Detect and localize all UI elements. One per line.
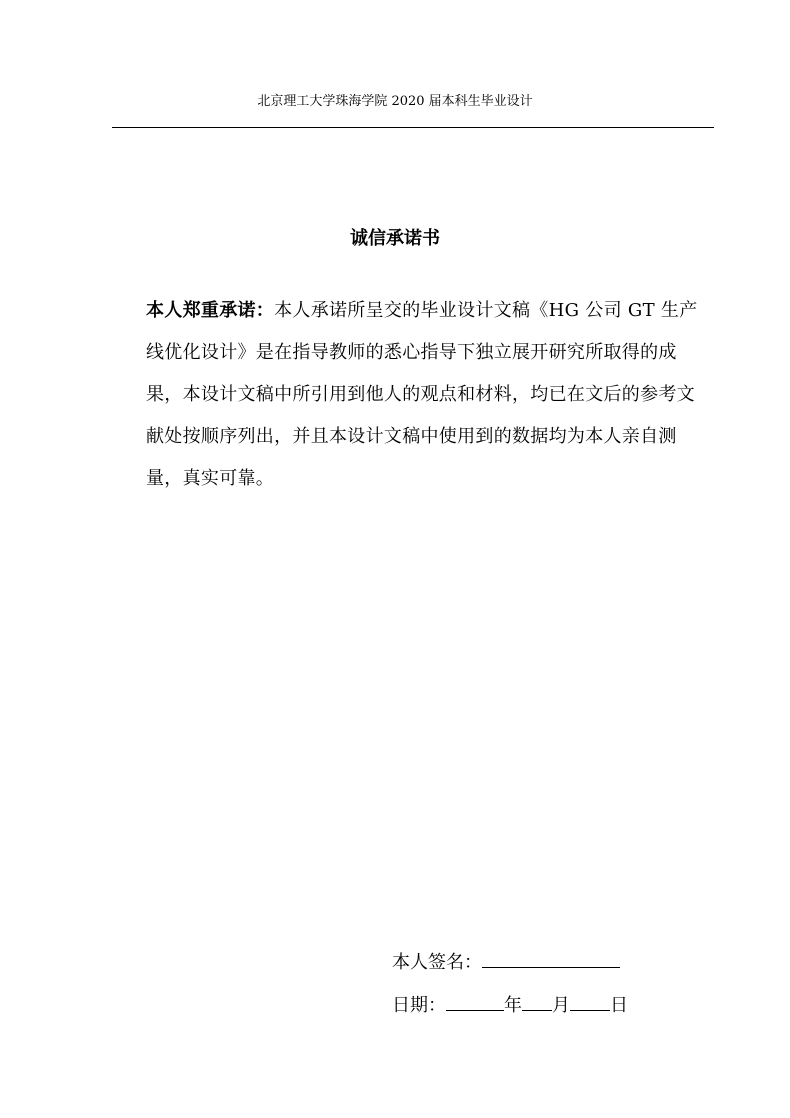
date-label: 日期： (392, 995, 446, 1016)
month-blank (522, 990, 552, 1011)
year-label: 年 (504, 995, 522, 1016)
page-header: 北京理工大学珠海学院 2020 届本科生毕业设计 (257, 94, 533, 109)
signature-row (392, 947, 620, 977)
header-divider (112, 127, 714, 128)
signature-blank (482, 947, 620, 968)
year-blank (446, 990, 504, 1011)
month-label: 月 (552, 995, 570, 1016)
signature-label: 本人签名： (392, 952, 482, 973)
document-title: 诚信承诺书 (350, 228, 440, 249)
day-blank (570, 990, 610, 1011)
day-label: 日 (610, 995, 628, 1016)
pledge-lead: 本人郑重承诺： (146, 300, 275, 321)
date-row (392, 990, 628, 1020)
pledge-body: 本人承诺所呈交的毕业设计文稿《HG 公司 GT 生产线优化设计》是在指导教师的悉心指导下独立展开研究所取得的成果，本设计文稿中所引用到他人的观点和材料，均已在文后的参考文献处按顺序列出，并且本设计文稿中使用到的数据均为本人亲自测量，真实可靠。 (146, 300, 698, 489)
pledge-paragraph (146, 290, 706, 500)
